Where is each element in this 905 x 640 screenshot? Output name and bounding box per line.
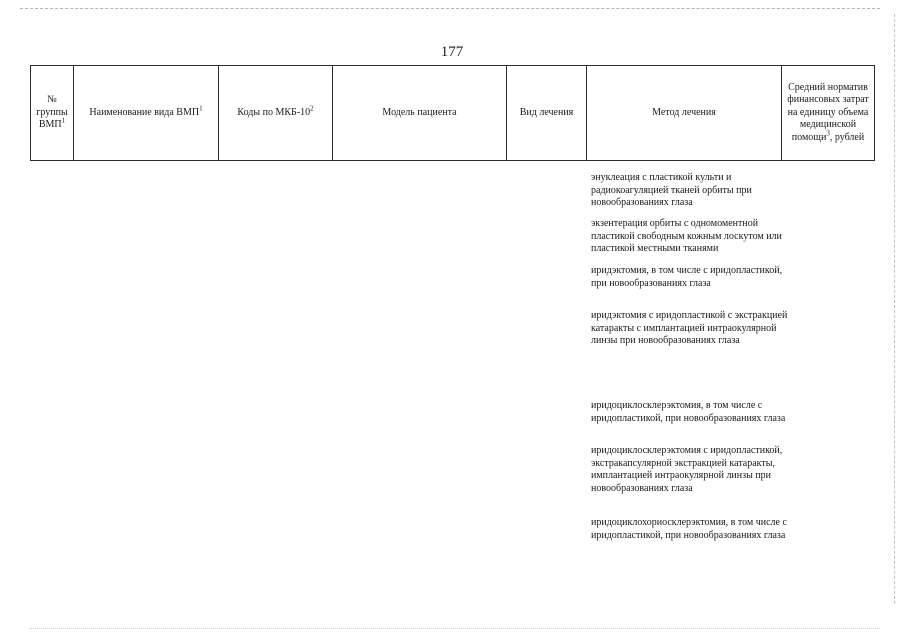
- header-treatment-method: Метод лечения: [587, 66, 782, 161]
- treatment-method-item: иридэктомия, в том числе с иридопластикой, при новообразованиях глаза: [591, 265, 783, 289]
- treatment-method-item: иридоциклохориосклерэктомия, в том числе с иридопластикой, при новообразованиях глаза: [591, 517, 787, 541]
- page-number: 177: [440, 44, 464, 60]
- treatment-method-item: иридоциклосклерэктомия с иридопластикой, экстракапсулярной экстракцией катаракты, имплантацией интраокулярной линзы при новообразованиях глаза: [591, 445, 783, 494]
- scan-edge-top: [20, 8, 880, 9]
- treatment-method-item: иридэктомия с иридопластикой с экстракцией катаракты с имплантацией интраокулярной линзы при новообразованиях глаза: [591, 310, 788, 347]
- scan-edge-right: [894, 14, 895, 604]
- header-group-number: № группы ВМП$^1$: [31, 66, 74, 161]
- treatment-method-item: экзентерация орбиты с одномоментной пластикой свободным кожным лоскутом или пластикой местными тканями: [591, 218, 782, 255]
- header-cost-norm: Средний норматив финансовых затрат на единицу объема медицинской помощи$^3$, рублей: [782, 66, 875, 161]
- table-header: [30, 65, 875, 161]
- header-treatment-type: Вид лечения: [507, 66, 587, 161]
- scan-edge-bottom: [30, 628, 880, 629]
- header-patient-model: Модель пациента: [333, 66, 507, 161]
- header-vmp-name: Наименование вида ВМП$^1$: [74, 66, 219, 161]
- treatment-method-item: иридоциклосклерэктомия, в том числе с иридопластикой, при новообразованиях глаза: [591, 400, 786, 424]
- treatment-method-item: энуклеация с пластикой культи и радиокоагуляцией тканей орбиты при новообразованиях глаза: [591, 172, 752, 209]
- header-mkb-codes: Коды по МКБ-$10^2$: [219, 66, 333, 161]
